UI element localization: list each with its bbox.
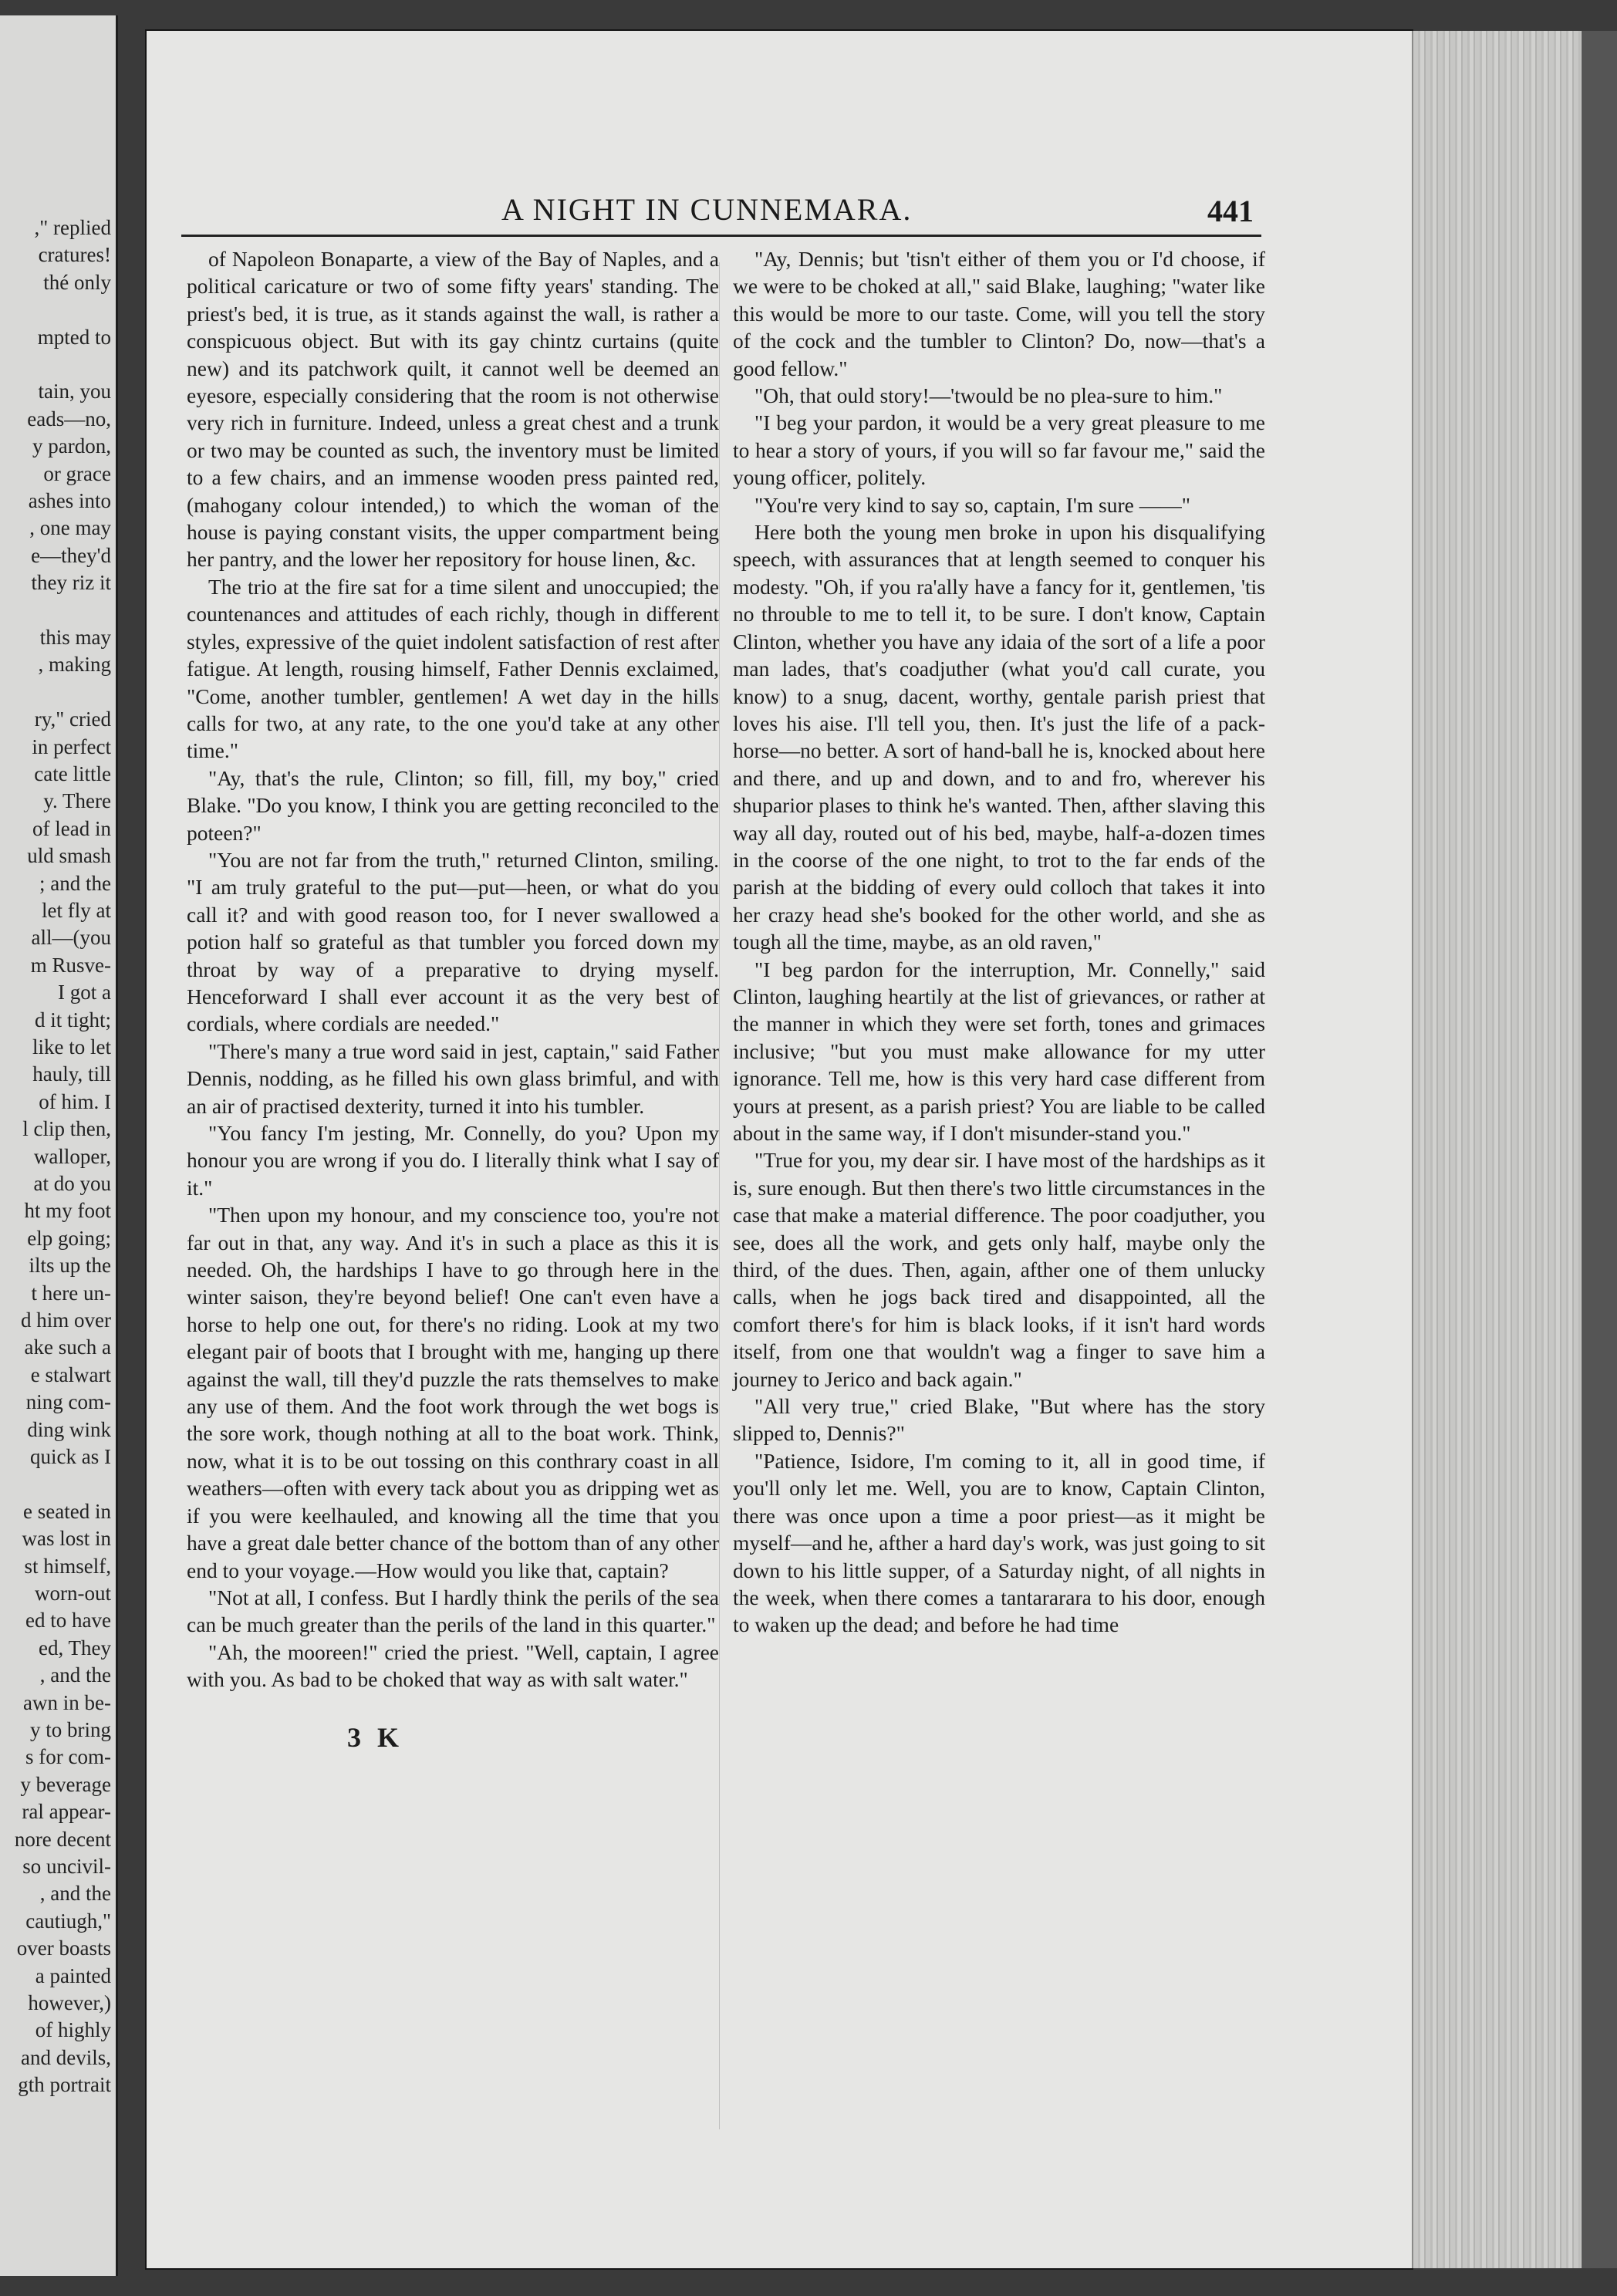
paragraph: Here both the young men broke in upon his disqualifying speech, with assurances that at length seemed to conquer his modesty. "Oh, if you ra'ally have a fancy for it, gentlemen, 'tis no throuble to me to tell it, to be sure. I don't know, Captain Clinton, whether you have any idaia of the sort of a life a poor man lades, that's coadjuther (what you'd call curate, you know) to a snug, dacent, worthy, gentale parish priest that loves his aise. I'll tell you, then. It's just the life of a pack-horse—no better. A sort of hand-ball he is, knocked about here and there, and up and down, and to and fro, wherever his shuparior plases to think he's wanted. Then, afther slaving this way all day, routed out of his bed, maybe, half-a-dozen times in the coorse of the one night, to trot to the far ends of the parish at the bidding of every ould colloch that takes it into her crazy head she's booked for the other world, and she as tough all the time, maybe, as an old raven," — [733, 520, 1265, 954]
facing-page-line: ; and the — [39, 871, 111, 895]
facing-page-line: or grace — [43, 461, 111, 485]
facing-page-line: elp going; — [27, 1226, 111, 1250]
facing-page-line: ral appear- — [22, 1800, 111, 1824]
facing-page-line: I got a — [58, 981, 111, 1004]
facing-page-line: like to let — [32, 1035, 111, 1059]
facing-page-line: gth portrait — [18, 2073, 111, 2097]
facing-page-line: a painted — [35, 1963, 111, 1987]
facing-page-fragment — [0, 15, 118, 2276]
facing-page-line: nore decent — [14, 1827, 111, 1851]
page-edges — [1412, 31, 1583, 2268]
facing-page-line: they riz it — [31, 571, 111, 595]
facing-page-line: let fly at — [42, 899, 111, 922]
paragraph: "I beg pardon for the interruption, Mr. Connelly," said Clinton, laughing heartily at the list of grievances, or rather at the manner in which they were set forth, tones and grimaces inclusive; "but you must make allowance for my utter ignorance. Tell me, how is this very hard case different from yours at present, as a parish priest? You are liable to be called about in the same way, if I don't misunder-stand you." — [733, 957, 1265, 1145]
facing-page-line: e seated in — [23, 1499, 111, 1523]
facing-page-line: t here un- — [31, 1281, 111, 1305]
facing-page-line: ilts up the — [29, 1254, 111, 1278]
facing-page-line: ," replied — [34, 216, 111, 239]
facing-page-line: ht my foot — [24, 1199, 111, 1223]
facing-page-line: ake such a — [24, 1335, 111, 1359]
paragraph: "All very true," cried Blake, "But where has the story slipped to, Dennis?" — [733, 1394, 1265, 1446]
paragraph: "You're very kind to say so, captain, I'm sure ——" — [754, 492, 1190, 517]
facing-page-line: of highly — [35, 2018, 111, 2042]
facing-page-line: in perfect — [32, 734, 111, 758]
facing-page-line: d him over — [21, 1308, 111, 1332]
paragraph: "You are not far from the truth," returned Clinton, smiling. "I am truly grateful to the put—put—heen, or what do you call it? and with good reason too, for I never swallowed a potion half so grateful as that tumbler you forced down my throat by way of a preparative to drying myself. Henceforward I shall ever account it as the very best of cordials, where cordials are needed." — [187, 847, 719, 1036]
facing-page-line: s for com- — [25, 1745, 111, 1769]
facing-page-line: y to bring — [30, 1718, 111, 1741]
paragraph: "Not at all, I confess. But I hardly think the perils of the sea can be much greater than the perils of the land in this quarter." — [187, 1585, 719, 1637]
facing-page-line: cratures! — [38, 243, 111, 267]
facing-page-line: of him. I — [39, 1089, 111, 1113]
scan-margin — [1582, 31, 1617, 2268]
facing-page-line: and devils, — [21, 2045, 111, 2069]
facing-page-line: of lead in — [32, 816, 111, 840]
right-column — [733, 245, 1265, 1639]
facing-page-line: however,) — [28, 1991, 111, 2014]
paragraph: "You fancy I'm jesting, Mr. Connelly, do you? Upon my honour you are wrong if you do. I literally think what I say of it." — [187, 1121, 719, 1200]
book-page — [147, 31, 1412, 2268]
signature-mark: 3 K — [347, 1721, 404, 1753]
facing-page-line: quick as I — [30, 1445, 111, 1468]
paragraph: "Ah, the mooreen!" cried the priest. "Well, captain, I agree with you. As bad to be choked that way as with salt water." — [187, 1639, 719, 1692]
paragraph: "True for you, my dear sir. I have most of the hardships as it is, sure enough. But then there's two little circumstances in the case that make a material difference. The poor coadjuther, you see, does all the work, and gets only half, maybe only the third, of the dues. Then, again, afther one of them unlucky calls, when he jogs back tired and disappointed, all the comfort there's for him is black looks, if it isn't hard words itself, from one that wouldn't wag a finger to save him a journey to Jerico and back again." — [733, 1148, 1265, 1391]
paragraph: "I beg your pardon, it would be a very great pleasure to me to hear a story of yours, if you will so far favour me," said the young officer, politely. — [733, 410, 1265, 490]
running-title: A NIGHT IN CUNNEMARA. — [501, 192, 913, 227]
facing-page-line: ning com- — [25, 1390, 111, 1414]
facing-page-line: worn-out — [35, 1582, 111, 1605]
facing-page-line: thé only — [43, 270, 111, 294]
page-number: 441 — [1207, 194, 1254, 228]
facing-page-line: cautiugh," — [25, 1909, 111, 1933]
facing-page-line: ding wink — [27, 1417, 111, 1441]
facing-page-line: e—they'd — [31, 543, 111, 567]
header-rule — [181, 235, 1261, 237]
facing-page-line: l clip then, — [22, 1117, 111, 1141]
facing-page-line: , and the — [39, 1663, 111, 1687]
paragraph: "Patience, Isidore, I'm coming to it, all in good time, if you'll only let me. Well, you are to know, Captain Clinton, there was once upon a time a poor priest—as it might be myself—and he, afther a hard day's work, was just going to sit down to his little supper, of a Saturday night, of all nights in the week, when there comes a tantararara to his door, enough to waken up the dead; and before he had time — [733, 1448, 1265, 1637]
facing-page-line: , and the — [39, 1882, 111, 1906]
facing-page-line: mpted to — [37, 325, 111, 349]
paragraph: "Oh, that ould story!—'twould be no plea-sure to him." — [754, 383, 1223, 408]
paragraph: "There's many a true word said in jest, captain," said Father Dennis, nodding, as he filled his own glass brimful, and with an air of practised dexterity, turned it into his tumbler. — [187, 1038, 719, 1118]
paragraph: "Ay, that's the rule, Clinton; so fill, fill, my boy," cried Blake. "Do you know, I think you are getting reconciled to the poteen?" — [187, 765, 719, 845]
facing-page-line: hauly, till — [32, 1062, 111, 1086]
facing-page-line: cate little — [34, 762, 111, 785]
facing-page-line: , one may — [29, 516, 111, 540]
facing-page-line: uld smash — [27, 844, 111, 868]
paragraph: "Then upon my honour, and my conscience too, you're not far out in that, any way. And it's in such a place as this it is needed. Oh, the hardships I have to go through here in the winter saison, they're beyond belief! One can't even have a horse to help one out, for there's no riding. Look at my two elegant pair of boots that I brought with me, hanging up there against the wall, till they'd puzzle the rats themselves to make any use of them. And the foot work through the wet bogs is the sore work, though nothing at all to the boat work. Think, now, what it is to be out tossing on this conthrary coast in all weathers—often with every tack about you as dripping wet as if you were keelhauled, and knowing all the time that you have a great dale better chance of the bottom than of any other end to your voyage.—How would you like that, captain? — [187, 1203, 719, 1582]
facing-page-line: was lost in — [22, 1527, 111, 1551]
facing-page-line: walloper, — [33, 1144, 111, 1168]
facing-page-line: st himself, — [24, 1554, 111, 1578]
facing-page-line: y pardon, — [32, 434, 111, 458]
facing-page-line: ed, They — [39, 1636, 111, 1660]
paragraph: "Ay, Dennis; but 'tisn't either of them you or I'd choose, if we were to be choked at all," said Blake, laughing; "water like this would be more to our taste. Come, will you tell the story of the cock and the tumbler to Clinton? Do, now—that's a good fellow." — [733, 247, 1265, 380]
facing-page-line: awn in be- — [23, 1690, 111, 1714]
facing-page-line: e stalwart — [30, 1362, 111, 1386]
facing-page-line: ed to have — [25, 1609, 111, 1633]
facing-page-line: , making — [38, 653, 111, 677]
facing-page-line: eads—no, — [27, 407, 111, 430]
facing-page-line: y beverage — [20, 1772, 111, 1796]
facing-page-line: at do you — [33, 1172, 111, 1195]
paragraph: of Napoleon Bonaparte, a view of the Bay of Naples, and a political caricature or two of some fifty years' standing. The priest's bed, it is true, as it stands against the wall, is rather a conspicuous object. But with its gay chintz curtains (quite new) and its patchwork quilt, it cannot well be deemed an eyesore, especially considering that the room is not otherwise very rich in furniture. Indeed, unless a great chest and a trunk or two may be counted as such, the inventory must be limited to a few chairs, and an immense wooden press painted red, (mahogany colour intended,) to which the woman of the house is paying constant visits, the upper compartment being her pantry, and the lower her repository for house linen, &c. — [187, 247, 719, 572]
facing-page-line: tain, you — [38, 380, 111, 403]
facing-page-line: so uncivil- — [22, 1855, 111, 1878]
facing-page-line: ry," cried — [34, 707, 111, 731]
left-column — [187, 245, 719, 1751]
facing-page-line: this may — [39, 626, 111, 649]
column-divider — [719, 262, 720, 2129]
facing-page-line: over boasts — [16, 1936, 111, 1960]
facing-page-line: d it tight; — [34, 1008, 111, 1032]
paragraph: The trio at the fire sat for a time silent and unoccupied; the countenances and attitudes of each richly, though in different styles, expressive of the quiet indolent satisfaction of rest after fatigue. At length, rousing himself, Father Dennis exclaimed, "Come, another tumbler, gentlemen! A wet day in the hills calls for two, at any rate, to the one you'd take at any other time." — [187, 574, 719, 763]
facing-page-line: m Rusve- — [30, 953, 111, 977]
facing-page-line: all—(you — [31, 926, 111, 950]
facing-page-line: ashes into — [28, 489, 111, 512]
facing-page-line: y. There — [43, 789, 111, 813]
running-header — [147, 191, 1412, 238]
